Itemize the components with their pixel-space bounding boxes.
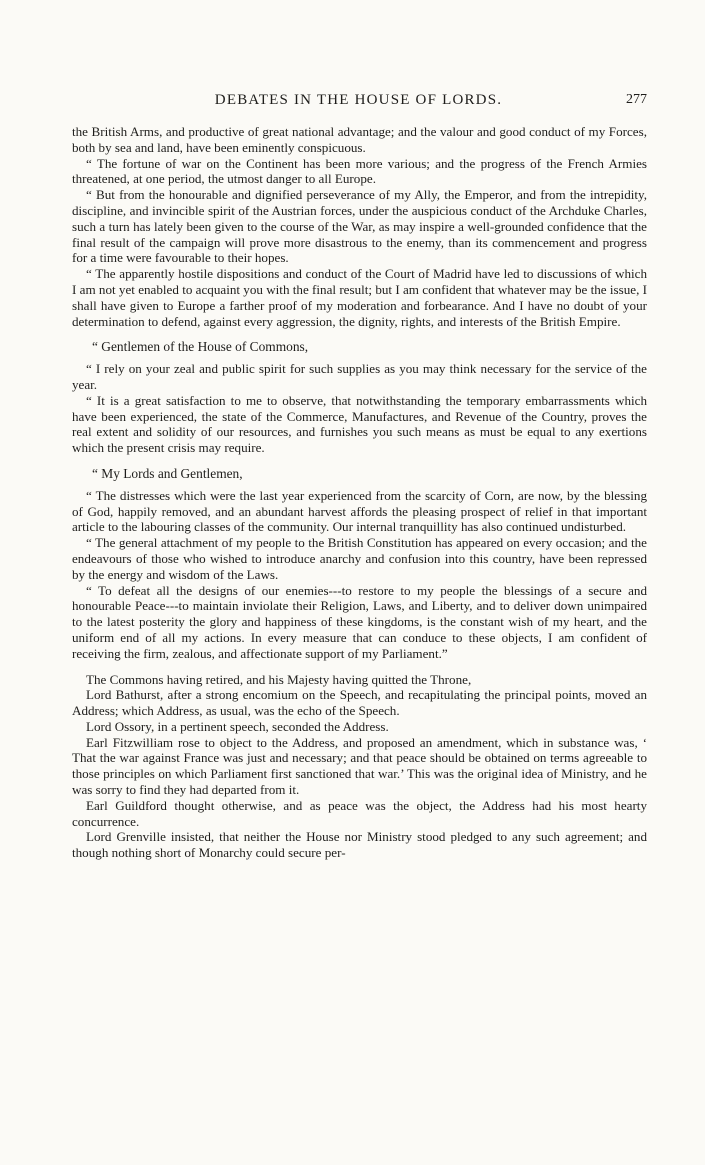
paragraph: “ The apparently hostile dispositions and conduct of the Court of Madrid have led to discussions of which I am not yet enabled to acquaint you with the final result; but I am confident that whatever may be the issue, I shall have given to Europe a farther proof of my moderation and forbearance. And I have no doubt of your determination to defend, against every aggression, the dignity, rights, and interests of the British Empire.	[72, 266, 647, 329]
paragraph: “ I rely on your zeal and public spirit for such supplies as you may think necessary for the service of the year.	[72, 361, 647, 392]
running-title: DEBATES IN THE HOUSE OF LORDS.	[214, 92, 503, 108]
paragraph: The Commons having retired, and his Majesty having quitted the Throne,	[86, 671, 472, 687]
paragraph: “ The fortune of war on the Continent has been more various; and the progress of the French Armies threatened, at one period, the utmost danger to all Europe.	[72, 155, 647, 187]
paragraph: “ The general attachment of my people to the British Constitution has appeared on every occasion; and the endeavours of those who wished to introduce anarchy and confusion into this country, have been repressed by the energy and wisdom of the Laws.	[72, 535, 647, 582]
paragraph: “ It is a great satisfaction to me to observe, that notwithstanding the temporary embarrassments which have been experienced, the state of the Commerce, Manufactures, and Revenue of the Country, proves the real extent and solidity of our resources, and furnishes you such means as must be equal to any exertions which the present crisis may require.	[72, 392, 647, 456]
commons-address-heading: “ Gentlemen of the House of Commons,	[92, 339, 309, 355]
paragraph: Lord Bathurst, after a strong encomium on the Speech, and recapitulating the principal points, moved an Address; which Address, as usual, was the echo of the Speech.	[72, 687, 647, 719]
paragraph: “ But from the honourable and dignified perseverance of my Ally, the Emperor, and from the intrepidity, discipline, and invincible spirit of the Austrian forces, under the auspicious conduct of the Archduke Charles, such a turn has lately been given to the course of the War, as may inspire a well-grounded confidence that the final result of the campaign will prove more disastrous to the enemy, than its commencement and progress for a time were favourable to their hopes.	[72, 187, 647, 266]
page-number: 277	[626, 92, 647, 107]
paragraph: “ The distresses which were the last year experienced from the scarcity of Corn, are now, by the blessing of God, happily removed, and an abundant harvest affords the pleasing prospect of relief in that important article to the labouring classes of the community. Our internal tranquillity has also continued undisturbed.	[72, 487, 647, 535]
running-head	[70, 92, 647, 116]
paragraph: Earl Fitzwilliam rose to object to the Address, and proposed an amendment, which in substance was, ‘ That the war against France was just and necessary; and that peace should be obtained on terms agreeable to those principles on which Parliament first sanctioned that war.’ This was the original idea of Ministry, and he was sorry to find they had departed from it.	[72, 734, 647, 798]
paragraph: Lord Ossory, in a pertinent speech, seconded the Address.	[86, 718, 389, 734]
paragraph: “ To defeat all the designs of our enemies---to restore to my people the blessings of a secure and honourable Peace---to maintain inviolate their Religion, Laws, and Liberty, and to deliver down unimpaired to the latest posterity the glory and happiness of these kingdoms, is the constant wish of my heart, and the uniform end of all my actions. In every measure that can conduce to these objects, I am confident of receiving the firm, zealous, and affectionate support of my Parliament.”	[72, 582, 647, 661]
paragraph: Lord Grenville insisted, that neither the House nor Ministry stood pledged to any such agreement; and though nothing short of Monarchy could secure per-	[72, 829, 647, 861]
lords-address-heading: “ My Lords and Gentlemen,	[92, 465, 243, 481]
paragraph: the British Arms, and productive of great national advantage; and the valour and good conduct of my Forces, both by sea and land, have been eminently conspicuous.	[72, 124, 647, 155]
paragraph: Earl Guildford thought otherwise, and as peace was the object, the Address had his most hearty concurrence.	[72, 797, 647, 829]
body-text	[72, 124, 647, 861]
